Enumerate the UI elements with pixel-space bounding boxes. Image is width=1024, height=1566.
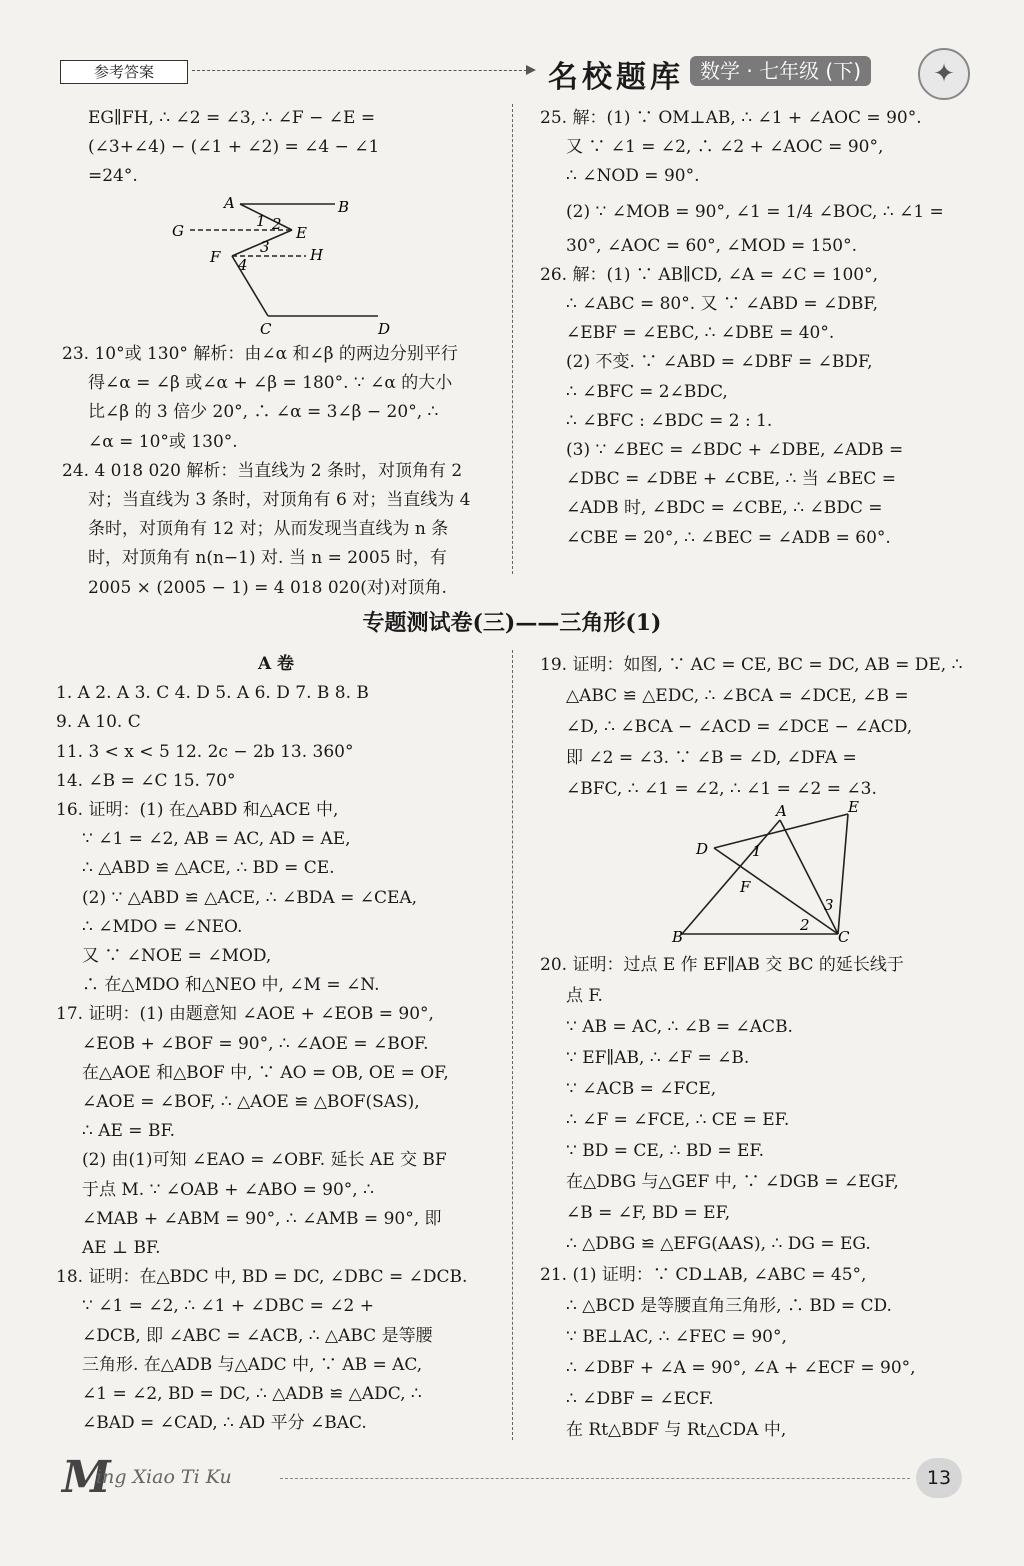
text-line: 三角形. 在△ADB 与△ADC 中, ∵ AB = AC, — [82, 1354, 423, 1375]
text-line: △ABC ≌ △EDC, ∴ ∠BCA = ∠DCE, ∠B = — [566, 686, 909, 706]
line-DC — [714, 848, 838, 934]
text-line: ∠BFC, ∴ ∠1 = ∠2, ∴ ∠1 = ∠2 = ∠3. — [566, 779, 877, 799]
text-line: ∴ 在△MDO 和△NEO 中, ∠M = ∠N. — [82, 975, 380, 996]
text-line: ∴ △ABD ≌ △ACE, ∴ BD = CE. — [82, 858, 335, 879]
label-C: C — [838, 928, 850, 946]
text-line: 在 Rt△BDF 与 Rt△CDA 中, — [566, 1420, 787, 1440]
subsection-title: A 卷 — [257, 654, 295, 674]
text-line: ∴ AE = BF. — [82, 1121, 176, 1142]
text-line: ∴ ∠BFC : ∠BDC = 2 : 1. — [566, 410, 773, 431]
label-angle-3: 3 — [260, 238, 270, 256]
text-line: 20. 证明：过点 E 作 EF∥AB 交 BC 的延长线于 — [540, 955, 904, 975]
text-line: EG∥FH, ∴ ∠2 = ∠3, ∴ ∠F − ∠E = — [88, 108, 376, 128]
text-line: ∵ ∠1 = ∠2, ∴ ∠1 + ∠DBC = ∠2 + — [82, 1296, 374, 1317]
text-line: 25. 解：(1) ∵ OM⊥AB, ∴ ∠1 + ∠AOC = 90°. — [540, 108, 922, 128]
label-D: D — [696, 840, 709, 858]
text-line: ∵ AB = AC, ∴ ∠B = ∠ACB. — [566, 1017, 793, 1037]
text-line: ∠DBC = ∠DBE + ∠CBE, ∴ 当 ∠BEC = — [566, 469, 896, 490]
label-angle-2: 2 — [272, 215, 282, 233]
line-BA — [682, 820, 780, 934]
star-logo-icon: ✦ — [918, 48, 970, 100]
text-line: 21. (1) 证明：∵ CD⊥AB, ∠ABC = 45°, — [540, 1265, 867, 1285]
figure-parallel-lines — [160, 190, 410, 340]
label-F: F — [740, 878, 751, 896]
text-line: ∵ BE⊥AC, ∴ ∠FEC = 90°, — [566, 1327, 787, 1347]
text-line: ∠BAD = ∠CAD, ∴ AD 平分 ∠BAC. — [82, 1413, 367, 1434]
text-line: ∴ ∠NOD = 90°. — [566, 166, 700, 187]
line-AE — [240, 204, 292, 230]
text-line: ∠D, ∴ ∠BCA − ∠ACD = ∠DCE − ∠ACD, — [566, 717, 913, 737]
text-line: 条时，对顶角有 12 对；从而发现当直线为 n 条 — [88, 519, 449, 540]
right-bottom-column-1 — [540, 650, 980, 805]
text-line: ∠1 = ∠2, BD = DC, ∴ △ADB ≌ △ADC, ∴ — [82, 1384, 422, 1405]
label-angle-2: 2 — [800, 916, 810, 934]
label-angle-1: 1 — [752, 842, 762, 860]
text-line: 11. 3 < x < 5 12. 2c − 2b 13. 360° — [56, 741, 354, 762]
text-line: ∠B = ∠F, BD = EF, — [566, 1203, 731, 1223]
text-line: =24°. — [88, 166, 138, 187]
label-angle-1: 1 — [256, 212, 266, 230]
text-line: ∠EOB + ∠BOF = 90°, ∴ ∠AOE = ∠BOF. — [82, 1033, 429, 1054]
line-EC — [838, 814, 848, 934]
text-line: (2) ∵ △ABD ≌ △ACE, ∴ ∠BDA = ∠CEA, — [82, 887, 418, 908]
left-top-column-2 — [62, 340, 492, 603]
text-line: 比∠β 的 3 倍少 20°, ∴ ∠α = 3∠β − 20°, ∴ — [88, 402, 439, 423]
subject-badge: 数学 · 七年级 (下) — [690, 56, 871, 86]
left-bottom-column — [56, 650, 496, 1438]
text-line: 14. ∠B = ∠C 15. 70° — [56, 770, 236, 791]
label-B: B — [672, 928, 684, 946]
text-line: 19. 证明：如图, ∵ AC = CE, BC = DC, AB = DE, ∴ — [540, 655, 963, 675]
text-line: ∴ ∠DBF + ∠A = 90°, ∠A + ∠ECF = 90°, — [566, 1358, 916, 1378]
text-line: AE ⊥ BF. — [82, 1238, 161, 1259]
column-divider-bottom — [512, 650, 513, 1440]
text-line: ∴ △DBG ≌ △EFG(AAS), ∴ DG = EG. — [566, 1234, 871, 1254]
label-angle-4: 4 — [238, 256, 248, 274]
text-line: 得∠α = ∠β 或∠α + ∠β = 180°. ∵ ∠α 的大小 — [88, 373, 453, 394]
label-B: B — [338, 198, 350, 216]
footer-divider — [280, 1478, 910, 1479]
text-line: ∵ ∠ACB = ∠FCE, — [566, 1079, 717, 1099]
text-line: ∴ ∠BFC = 2∠BDC, — [566, 381, 728, 402]
text-line: 对；当直线为 3 条时，对顶角有 6 对；当直线为 4 — [88, 490, 471, 511]
text-line: 时，对顶角有 n(n−1) 对. 当 n = 2005 时，有 — [88, 548, 447, 569]
right-top-column — [540, 104, 980, 553]
text-line: ∵ BD = CE, ∴ BD = EF. — [566, 1141, 764, 1161]
column-divider-top — [512, 104, 513, 574]
text-line: ∠DCB, 即 ∠ABC = ∠ACB, ∴ △ABC 是等腰 — [82, 1325, 433, 1346]
label-A: A — [224, 194, 235, 212]
text-line: ∠MAB + ∠ABM = 90°, ∴ ∠AMB = 90°, 即 — [82, 1208, 442, 1229]
text-line: (2) 不变. ∵ ∠ABD = ∠DBF = ∠BDF, — [566, 352, 873, 373]
text-line: 2005 × (2005 − 1) = 4 018 020(对)对顶角. — [88, 577, 447, 598]
text-line: 1. A 2. A 3. C 4. D 5. A 6. D 7. B 8. B — [56, 683, 369, 704]
text-line: ∠ADB 时, ∠BDC = ∠CBE, ∴ ∠BDC = — [566, 498, 883, 519]
text-line: 16. 证明：(1) 在△ABD 和△ACE 中, — [56, 800, 339, 821]
text-line: 18. 证明：在△BDC 中, BD = DC, ∠DBC = ∠DCB. — [56, 1267, 468, 1288]
label-E: E — [848, 800, 859, 816]
label-A: A — [776, 802, 787, 820]
text-line: 即 ∠2 = ∠3. ∵ ∠B = ∠D, ∠DFA = — [566, 748, 857, 768]
text-line: ∴ ∠ABC = 80°. 又 ∵ ∠ABD = ∠DBF, — [566, 294, 878, 315]
label-H: H — [310, 246, 324, 264]
label-F: F — [210, 248, 221, 266]
text-line: 17. 证明：(1) 由题意知 ∠AOE + ∠EOB = 90°, — [56, 1004, 434, 1025]
text-line: ∵ ∠1 = ∠2, AB = AC, AD = AE, — [82, 829, 351, 850]
answer-tag: 参考答案 — [60, 60, 188, 84]
footer-brand-text: ing Xiao Ti Ku — [96, 1466, 232, 1488]
header-arrow — [192, 70, 532, 71]
footer-brand-letter: M — [62, 1452, 111, 1503]
text-line: 9. A 10. C — [56, 712, 141, 733]
text-line: (3) ∵ ∠BEC = ∠BDC + ∠DBE, ∠ADB = — [566, 440, 904, 461]
text-line: 在△AOE 和△BOF 中, ∵ AO = OB, OE = OF, — [82, 1062, 449, 1083]
text-line: ∴ ∠MDO = ∠NEO. — [82, 916, 243, 937]
text-line: ∴ ∠DBF = ∠ECF. — [566, 1389, 714, 1409]
label-E: E — [296, 224, 307, 242]
text-line: 又 ∵ ∠1 = ∠2, ∴ ∠2 + ∠AOC = 90°, — [566, 137, 884, 158]
text-line: 24. 4 018 020 解析：当直线为 2 条时，对顶角有 2 — [62, 460, 463, 481]
text-line: ∠AOE = ∠BOF, ∴ △AOE ≌ △BOF(SAS), — [82, 1092, 420, 1113]
label-G: G — [172, 222, 184, 240]
text-line: (2) 由(1)可知 ∠EAO = ∠OBF. 延长 AE 交 BF — [82, 1150, 447, 1171]
page-number: 13 — [916, 1458, 962, 1498]
text-line: ∠EBF = ∠EBC, ∴ ∠DBE = 40°. — [566, 323, 835, 344]
left-top-column — [62, 104, 492, 192]
text-line: ∴ △BCD 是等腰直角三角形, ∴ BD = CD. — [566, 1296, 892, 1316]
figure-triangles — [660, 800, 880, 950]
text-line: 于点 M. ∵ ∠OAB + ∠ABO = 90°, ∴ — [82, 1179, 374, 1200]
label-C: C — [260, 320, 272, 338]
text-line: ∴ ∠F = ∠FCE, ∴ CE = EF. — [566, 1110, 790, 1130]
text-line: (∠3+∠4) − (∠1 + ∠2) = ∠4 − ∠1 — [88, 137, 380, 158]
section-title: 专题测试卷(三)——三角形(1) — [362, 610, 662, 636]
text-line: 23. 10°或 130° 解析：由∠α 和∠β 的两边分别平行 — [62, 344, 458, 364]
label-D: D — [378, 320, 391, 338]
right-bottom-column-2 — [540, 950, 980, 1446]
text-line: 又 ∵ ∠NOE = ∠MOD, — [82, 946, 272, 967]
text-line: ∠CBE = 20°, ∴ ∠BEC = ∠ADB = 60°. — [566, 527, 891, 548]
text-line: (2) ∵ ∠MOB = 90°, ∠1 = 1/4 ∠BOC, ∴ ∠1 = — [566, 201, 944, 222]
text-line: 点 F. — [566, 986, 603, 1006]
brand-title: 名校题库 — [548, 60, 684, 95]
text-line: ∠α = 10°或 130°. — [88, 431, 238, 452]
text-line: 26. 解：(1) ∵ AB∥CD, ∠A = ∠C = 100°, — [540, 264, 879, 285]
label-angle-3: 3 — [824, 896, 834, 914]
text-line: 在△DBG 与△GEF 中, ∵ ∠DGB = ∠EGF, — [566, 1172, 899, 1192]
text-line: ∵ EF∥AB, ∴ ∠F = ∠B. — [566, 1048, 750, 1068]
text-line: 30°, ∠AOC = 60°, ∠MOD = 150°. — [566, 235, 858, 256]
